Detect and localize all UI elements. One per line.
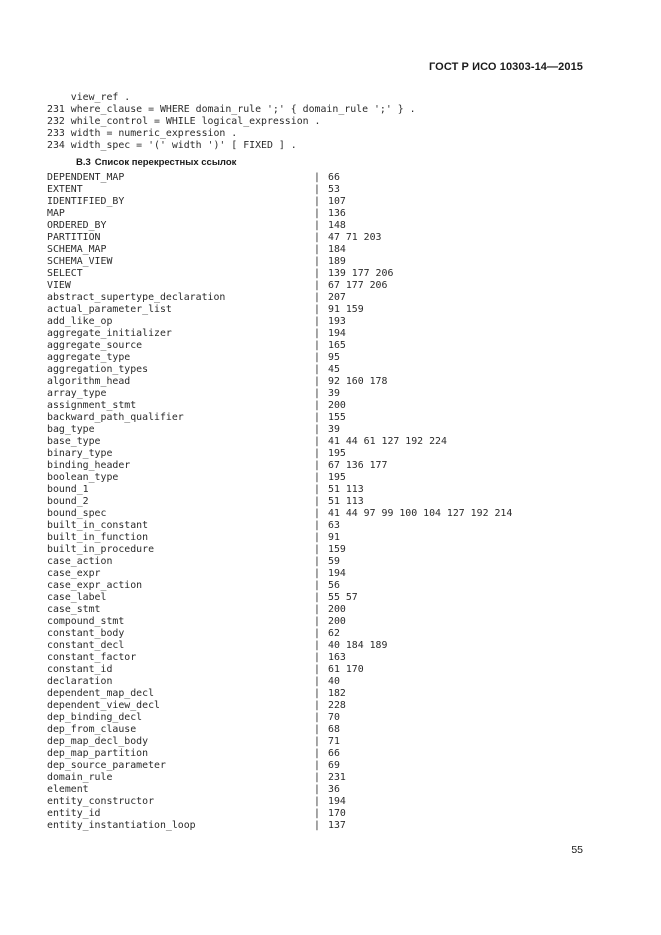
xref-refs: 62	[328, 628, 340, 639]
xref-separator: |	[314, 352, 320, 363]
xref-separator: |	[314, 388, 320, 399]
xref-refs: 40 184 189	[328, 640, 388, 651]
xref-refs: 159	[328, 544, 346, 555]
xref-separator: |	[314, 700, 320, 711]
xref-separator: |	[314, 616, 320, 627]
xref-term: base_type	[47, 436, 101, 447]
xref-refs: 163	[328, 652, 346, 663]
xref-separator: |	[314, 592, 320, 603]
xref-term: VIEW	[47, 280, 71, 291]
xref-separator: |	[314, 604, 320, 615]
xref-separator: |	[314, 436, 320, 447]
xref-term: DEPENDENT_MAP	[47, 172, 125, 183]
xref-separator: |	[314, 676, 320, 687]
code-line: 234 width_spec = '(' width ')' [ FIXED ] .	[47, 140, 297, 151]
xref-term: EXTENT	[47, 184, 83, 195]
xref-separator: |	[314, 820, 320, 831]
xref-separator: |	[314, 220, 320, 231]
xref-separator: |	[314, 508, 320, 519]
xref-term: dependent_view_decl	[47, 700, 160, 711]
xref-term: IDENTIFIED_BY	[47, 196, 125, 207]
xref-term: case_stmt	[47, 604, 101, 615]
xref-separator: |	[314, 424, 320, 435]
xref-refs: 36	[328, 784, 340, 795]
xref-term: SELECT	[47, 268, 83, 279]
xref-term: dependent_map_decl	[47, 688, 155, 699]
xref-separator: |	[314, 796, 320, 807]
code-line: 231 where_clause = WHERE domain_rule ';' { domain_rule ';' } .	[47, 104, 416, 115]
xref-refs: 39	[328, 424, 340, 435]
xref-refs: 56	[328, 580, 340, 591]
xref-refs: 165	[328, 340, 346, 351]
xref-term: domain_rule	[47, 772, 113, 783]
xref-separator: |	[314, 748, 320, 759]
xref-separator: |	[314, 544, 320, 555]
xref-refs: 39	[328, 388, 340, 399]
xref-refs: 95	[328, 352, 340, 363]
xref-term: constant_decl	[47, 640, 125, 651]
xref-separator: |	[314, 688, 320, 699]
xref-term: dep_map_partition	[47, 748, 149, 759]
xref-term: actual_parameter_list	[47, 304, 172, 315]
xref-refs: 70	[328, 712, 340, 723]
xref-separator: |	[314, 268, 320, 279]
xref-separator: |	[314, 520, 320, 531]
section-title: Список перекрестных ссылок	[94, 157, 237, 168]
xref-term: aggregation_types	[47, 364, 149, 375]
xref-refs: 193	[328, 316, 346, 327]
xref-separator: |	[314, 712, 320, 723]
xref-refs: 194	[328, 796, 346, 807]
xref-term: built_in_function	[47, 532, 149, 543]
xref-term: add_like_op	[47, 316, 113, 327]
xref-refs: 91	[328, 532, 340, 543]
xref-term: entity_constructor	[47, 796, 155, 807]
xref-term: boolean_type	[47, 472, 119, 483]
xref-term: case_expr	[47, 568, 101, 579]
xref-refs: 66	[328, 172, 340, 183]
xref-term: binding_header	[47, 460, 131, 471]
xref-term: constant_id	[47, 664, 113, 675]
xref-refs: 228	[328, 700, 346, 711]
code-line: 233 width = numeric_expression .	[47, 128, 238, 139]
xref-refs: 148	[328, 220, 346, 231]
xref-separator: |	[314, 364, 320, 375]
xref-separator: |	[314, 304, 320, 315]
xref-refs: 200	[328, 604, 346, 615]
xref-separator: |	[314, 736, 320, 747]
xref-term: bound_2	[47, 496, 89, 507]
xref-separator: |	[314, 244, 320, 255]
xref-refs: 194	[328, 328, 346, 339]
xref-separator: |	[314, 172, 320, 183]
xref-refs: 200	[328, 616, 346, 627]
xref-term: abstract_supertype_declaration	[47, 292, 226, 303]
page-number: 55	[571, 844, 583, 856]
xref-term: case_action	[47, 556, 113, 567]
xref-refs: 195	[328, 472, 346, 483]
xref-refs: 53	[328, 184, 340, 195]
xref-refs: 51 113	[328, 484, 364, 495]
xref-separator: |	[314, 652, 320, 663]
section-heading	[76, 157, 240, 168]
xref-separator: |	[314, 196, 320, 207]
code-block	[47, 92, 416, 152]
xref-separator: |	[314, 340, 320, 351]
xref-term: aggregate_initializer	[47, 328, 172, 339]
xref-separator: |	[314, 316, 320, 327]
xref-term: entity_instantiation_loop	[47, 820, 196, 831]
xref-separator: |	[314, 808, 320, 819]
xref-refs: 91 159	[328, 304, 364, 315]
xref-term: SCHEMA_VIEW	[47, 256, 113, 267]
xref-term: backward_path_qualifier	[47, 412, 184, 423]
xref-term: bound_1	[47, 484, 89, 495]
xref-refs: 47 71 203	[328, 232, 382, 243]
xref-separator: |	[314, 580, 320, 591]
xref-refs: 51 113	[328, 496, 364, 507]
xref-term: element	[47, 784, 89, 795]
xref-separator: |	[314, 448, 320, 459]
code-line: 232 while_control = WHILE logical_expression .	[47, 116, 321, 127]
xref-refs: 40	[328, 676, 340, 687]
xref-term: dep_from_clause	[47, 724, 137, 735]
xref-separator: |	[314, 484, 320, 495]
xref-term: compound_stmt	[47, 616, 125, 627]
xref-separator: |	[314, 760, 320, 771]
xref-refs: 68	[328, 724, 340, 735]
xref-term: built_in_constant	[47, 520, 149, 531]
xref-term: array_type	[47, 388, 107, 399]
xref-term: built_in_procedure	[47, 544, 155, 555]
xref-refs: 195	[328, 448, 346, 459]
xref-term: bag_type	[47, 424, 95, 435]
xref-term: case_label	[47, 592, 107, 603]
xref-separator: |	[314, 280, 320, 291]
xref-refs: 61 170	[328, 664, 364, 675]
xref-term: bound_spec	[47, 508, 107, 519]
xref-refs: 59	[328, 556, 340, 567]
xref-refs: 41 44 97 99 100 104 127 192 214	[328, 508, 513, 519]
xref-refs: 45	[328, 364, 340, 375]
xref-separator: |	[314, 460, 320, 471]
xref-separator: |	[314, 472, 320, 483]
xref-separator: |	[314, 208, 320, 219]
page-header: ГОСТ Р ИСО 10303-14—2015	[428, 61, 583, 73]
xref-term: declaration	[47, 676, 113, 687]
xref-refs: 67 136 177	[328, 460, 388, 471]
xref-refs: 66	[328, 748, 340, 759]
xref-refs: 136	[328, 208, 346, 219]
xref-refs: 107	[328, 196, 346, 207]
xref-separator: |	[314, 328, 320, 339]
xref-refs: 69	[328, 760, 340, 771]
xref-refs: 200	[328, 400, 346, 411]
xref-term: binary_type	[47, 448, 113, 459]
xref-term: algorithm_head	[47, 376, 131, 387]
xref-separator: |	[314, 376, 320, 387]
xref-refs: 92 160 178	[328, 376, 388, 387]
xref-term: constant_factor	[47, 652, 137, 663]
xref-refs: 71	[328, 736, 340, 747]
xref-refs: 139 177 206	[328, 268, 394, 279]
xref-separator: |	[314, 532, 320, 543]
xref-term: PARTITION	[47, 232, 101, 243]
xref-refs: 170	[328, 808, 346, 819]
section-number: B.3	[76, 157, 91, 168]
xref-separator: |	[314, 628, 320, 639]
xref-refs: 189	[328, 256, 346, 267]
xref-term: constant_body	[47, 628, 125, 639]
xref-term: SCHEMA_MAP	[47, 244, 107, 255]
code-line: view_ref .	[47, 92, 131, 103]
xref-refs: 184	[328, 244, 346, 255]
xref-term: aggregate_source	[47, 340, 143, 351]
xref-separator: |	[314, 256, 320, 267]
xref-term: MAP	[47, 208, 65, 219]
xref-separator: |	[314, 568, 320, 579]
xref-term: assignment_stmt	[47, 400, 137, 411]
xref-term: dep_binding_decl	[47, 712, 143, 723]
xref-separator: |	[314, 664, 320, 675]
xref-term: dep_map_decl_body	[47, 736, 149, 747]
xref-separator: |	[314, 640, 320, 651]
xref-refs: 55 57	[328, 592, 358, 603]
xref-refs: 207	[328, 292, 346, 303]
xref-separator: |	[314, 292, 320, 303]
xref-separator: |	[314, 400, 320, 411]
xref-separator: |	[314, 184, 320, 195]
xref-refs: 155	[328, 412, 346, 423]
xref-separator: |	[314, 412, 320, 423]
xref-refs: 41 44 61 127 192 224	[328, 436, 447, 447]
xref-refs: 63	[328, 520, 340, 531]
xref-term: ORDERED_BY	[47, 220, 107, 231]
xref-separator: |	[314, 724, 320, 735]
xref-separator: |	[314, 784, 320, 795]
xref-refs: 194	[328, 568, 346, 579]
xref-term: dep_source_parameter	[47, 760, 166, 771]
xref-refs: 67 177 206	[328, 280, 388, 291]
xref-term: aggregate_type	[47, 352, 131, 363]
xref-refs: 231	[328, 772, 346, 783]
xref-separator: |	[314, 556, 320, 567]
xref-separator: |	[314, 772, 320, 783]
xref-separator: |	[314, 232, 320, 243]
xref-refs: 137	[328, 820, 346, 831]
xref-term: entity_id	[47, 808, 101, 819]
xref-term: case_expr_action	[47, 580, 143, 591]
xref-separator: |	[314, 496, 320, 507]
xref-refs: 182	[328, 688, 346, 699]
